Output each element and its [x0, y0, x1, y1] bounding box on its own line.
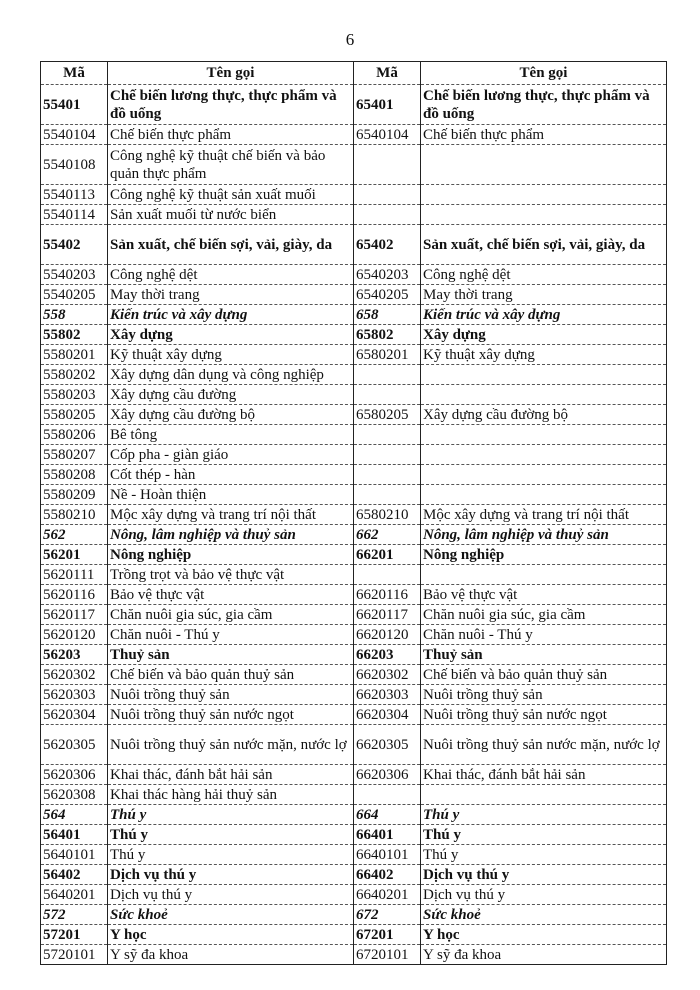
right-code-cell: 6620305 — [354, 725, 421, 765]
right-name-cell: Y sỹ đa khoa — [421, 945, 667, 965]
table-row — [41, 725, 667, 765]
left-code-cell: 5620308 — [41, 785, 108, 805]
right-name-cell: Chế biến và bảo quản thuỷ sản — [421, 665, 667, 685]
left-code-cell: 558 — [41, 305, 108, 325]
table-row — [41, 545, 667, 565]
right-name-cell: Y học — [421, 925, 667, 945]
table-row — [41, 645, 667, 665]
left-code-cell: 5620303 — [41, 685, 108, 705]
left-name-cell: Trồng trọt và bảo vệ thực vật — [108, 565, 354, 585]
right-code-cell: 6580201 — [354, 345, 421, 365]
table-row — [41, 405, 667, 425]
left-name-cell: Công nghệ kỹ thuật sản xuất muối — [108, 185, 354, 205]
left-code-cell: 5620306 — [41, 765, 108, 785]
right-name-cell: Sản xuất, chế biến sợi, vải, giày, da — [421, 225, 667, 265]
left-name-cell: Xây dựng cầu đường — [108, 385, 354, 405]
left-code-cell: 5540114 — [41, 205, 108, 225]
left-name-cell: Khai thác hàng hải thuỷ sản — [108, 785, 354, 805]
left-code-cell: 56402 — [41, 865, 108, 885]
right-name-cell — [421, 205, 667, 225]
left-code-cell: 5540104 — [41, 125, 108, 145]
left-name-cell: Bảo vệ thực vật — [108, 585, 354, 605]
left-name-cell: Nuôi trồng thuỷ sản nước ngọt — [108, 705, 354, 725]
left-code-cell: 5640201 — [41, 885, 108, 905]
right-name-cell: Thú y — [421, 805, 667, 825]
left-code-cell: 5620305 — [41, 725, 108, 765]
table-row — [41, 625, 667, 645]
table-row — [41, 685, 667, 705]
right-code-cell: 6640201 — [354, 885, 421, 905]
table-row — [41, 705, 667, 725]
left-name-cell: Chế biến và bảo quản thuỷ sản — [108, 665, 354, 685]
header-right-code: Mã — [354, 62, 421, 85]
table-row — [41, 865, 667, 885]
right-name-cell: Xây dựng — [421, 325, 667, 345]
right-name-cell: Chăn nuôi - Thú y — [421, 625, 667, 645]
table-row — [41, 925, 667, 945]
left-name-cell: Nông nghiệp — [108, 545, 354, 565]
right-code-cell: 6620116 — [354, 585, 421, 605]
left-name-cell: Chế biến lương thực, thực phẩm và đồ uống — [108, 85, 354, 125]
right-name-cell: Khai thác, đánh bắt hải sản — [421, 765, 667, 785]
right-code-cell — [354, 185, 421, 205]
left-code-cell: 5640101 — [41, 845, 108, 865]
right-code-cell: 66401 — [354, 825, 421, 845]
left-code-cell: 5580203 — [41, 385, 108, 405]
right-name-cell: Chăn nuôi gia súc, gia cầm — [421, 605, 667, 625]
right-name-cell: Sức khoẻ — [421, 905, 667, 925]
right-name-cell: Bảo vệ thực vật — [421, 585, 667, 605]
left-name-cell: Xây dựng — [108, 325, 354, 345]
right-name-cell — [421, 785, 667, 805]
left-name-cell: Công nghệ dệt — [108, 265, 354, 285]
left-name-cell: Cốt thép - hàn — [108, 465, 354, 485]
right-name-cell — [421, 385, 667, 405]
table-row — [41, 265, 667, 285]
left-name-cell: Thuỷ sản — [108, 645, 354, 665]
table-row — [41, 525, 667, 545]
table-row — [41, 225, 667, 265]
table-row — [41, 285, 667, 305]
left-code-cell: 5580205 — [41, 405, 108, 425]
left-name-cell: Xây dựng cầu đường bộ — [108, 405, 354, 425]
table-row — [41, 765, 667, 785]
right-name-cell: May thời trang — [421, 285, 667, 305]
left-name-cell: Nuôi trồng thuỷ sản — [108, 685, 354, 705]
left-code-cell: 5620111 — [41, 565, 108, 585]
right-code-cell: 6620117 — [354, 605, 421, 625]
left-code-cell: 5720101 — [41, 945, 108, 965]
right-code-cell: 6620120 — [354, 625, 421, 645]
left-name-cell: Xây dựng dân dụng và công nghiệp — [108, 365, 354, 385]
right-name-cell — [421, 145, 667, 185]
left-name-cell: Nề - Hoàn thiện — [108, 485, 354, 505]
left-name-cell: Mộc xây dựng và trang trí nội thất — [108, 505, 354, 525]
right-code-cell: 65402 — [354, 225, 421, 265]
right-code-cell: 658 — [354, 305, 421, 325]
right-code-cell — [354, 145, 421, 185]
left-code-cell: 5580208 — [41, 465, 108, 485]
left-code-cell: 5620120 — [41, 625, 108, 645]
table-row — [41, 565, 667, 585]
left-name-cell: Sản xuất, chế biến sợi, vải, giày, da — [108, 225, 354, 265]
right-name-cell: Nuôi trồng thuỷ sản nước mặn, nước lợ — [421, 725, 667, 765]
right-code-cell — [354, 565, 421, 585]
left-code-cell: 564 — [41, 805, 108, 825]
left-name-cell: Sản xuất muối từ nước biển — [108, 205, 354, 225]
right-name-cell: Kỹ thuật xây dựng — [421, 345, 667, 365]
header-left-name: Tên gọi — [108, 62, 354, 85]
left-code-cell: 5620117 — [41, 605, 108, 625]
left-name-cell: Bê tông — [108, 425, 354, 445]
left-code-cell: 5540108 — [41, 145, 108, 185]
left-name-cell: Cốp pha - giàn giáo — [108, 445, 354, 465]
left-code-cell: 5540205 — [41, 285, 108, 305]
table-row — [41, 485, 667, 505]
right-code-cell: 6620302 — [354, 665, 421, 685]
left-code-cell: 5540113 — [41, 185, 108, 205]
right-name-cell: Xây dựng cầu đường bộ — [421, 405, 667, 425]
right-name-cell — [421, 445, 667, 465]
table-header-row — [41, 62, 667, 85]
right-name-cell — [421, 485, 667, 505]
occupation-code-table — [40, 61, 667, 965]
right-name-cell: Thú y — [421, 845, 667, 865]
right-name-cell — [421, 465, 667, 485]
table-row — [41, 445, 667, 465]
header-right-name: Tên gọi — [421, 62, 667, 85]
table-row — [41, 205, 667, 225]
table-row — [41, 805, 667, 825]
right-code-cell — [354, 785, 421, 805]
left-code-cell: 5620304 — [41, 705, 108, 725]
left-name-cell: Chế biến thực phẩm — [108, 125, 354, 145]
right-code-cell: 66402 — [354, 865, 421, 885]
left-code-cell: 5580207 — [41, 445, 108, 465]
right-name-cell: Công nghệ dệt — [421, 265, 667, 285]
right-name-cell: Mộc xây dựng và trang trí nội thất — [421, 505, 667, 525]
right-code-cell — [354, 365, 421, 385]
left-code-cell: 57201 — [41, 925, 108, 945]
right-name-cell — [421, 565, 667, 585]
table-row — [41, 945, 667, 965]
left-name-cell: Y học — [108, 925, 354, 945]
left-code-cell: 5580201 — [41, 345, 108, 365]
left-code-cell: 572 — [41, 905, 108, 925]
right-name-cell: Chế biến thực phẩm — [421, 125, 667, 145]
right-code-cell: 6540104 — [354, 125, 421, 145]
right-code-cell: 6620306 — [354, 765, 421, 785]
left-name-cell: Chăn nuôi gia súc, gia cầm — [108, 605, 354, 625]
table-row — [41, 785, 667, 805]
left-name-cell: Kiến trúc và xây dựng — [108, 305, 354, 325]
left-code-cell: 56203 — [41, 645, 108, 665]
table-row — [41, 185, 667, 205]
left-name-cell: Nông, lâm nghiệp và thuỷ sản — [108, 525, 354, 545]
left-name-cell: Thú y — [108, 845, 354, 865]
left-name-cell: Dịch vụ thú y — [108, 885, 354, 905]
left-name-cell: Dịch vụ thú y — [108, 865, 354, 885]
table-row — [41, 825, 667, 845]
left-name-cell: Kỹ thuật xây dựng — [108, 345, 354, 365]
table-row — [41, 85, 667, 125]
table-row — [41, 365, 667, 385]
right-code-cell: 6580210 — [354, 505, 421, 525]
left-code-cell: 5580202 — [41, 365, 108, 385]
table-body — [41, 85, 667, 965]
right-code-cell — [354, 425, 421, 445]
right-name-cell: Chế biến lương thực, thực phẩm và đồ uống — [421, 85, 667, 125]
table-row — [41, 585, 667, 605]
right-code-cell: 6620304 — [354, 705, 421, 725]
left-code-cell: 5580210 — [41, 505, 108, 525]
right-code-cell: 6620303 — [354, 685, 421, 705]
right-code-cell: 6580205 — [354, 405, 421, 425]
right-code-cell: 65802 — [354, 325, 421, 345]
left-code-cell: 56401 — [41, 825, 108, 845]
right-code-cell: 662 — [354, 525, 421, 545]
table-row — [41, 425, 667, 445]
right-code-cell: 664 — [354, 805, 421, 825]
right-code-cell: 6540205 — [354, 285, 421, 305]
left-name-cell: Sức khoẻ — [108, 905, 354, 925]
table-row — [41, 505, 667, 525]
table-row — [41, 605, 667, 625]
left-name-cell: Thú y — [108, 805, 354, 825]
right-code-cell — [354, 465, 421, 485]
right-code-cell: 65401 — [354, 85, 421, 125]
table-row — [41, 325, 667, 345]
right-name-cell: Thuỷ sản — [421, 645, 667, 665]
table-row — [41, 845, 667, 865]
right-name-cell — [421, 365, 667, 385]
left-name-cell: May thời trang — [108, 285, 354, 305]
right-name-cell — [421, 185, 667, 205]
left-code-cell: 55401 — [41, 85, 108, 125]
right-name-cell: Nông, lâm nghiệp và thuỷ sản — [421, 525, 667, 545]
left-name-cell: Chăn nuôi - Thú y — [108, 625, 354, 645]
right-name-cell: Thú y — [421, 825, 667, 845]
left-code-cell: 562 — [41, 525, 108, 545]
right-code-cell: 66201 — [354, 545, 421, 565]
left-name-cell: Thú y — [108, 825, 354, 845]
table-row — [41, 885, 667, 905]
left-code-cell: 5620302 — [41, 665, 108, 685]
table-row — [41, 665, 667, 685]
right-code-cell: 6720101 — [354, 945, 421, 965]
left-code-cell: 5580206 — [41, 425, 108, 445]
right-name-cell: Nông nghiệp — [421, 545, 667, 565]
right-code-cell — [354, 485, 421, 505]
left-code-cell: 5580209 — [41, 485, 108, 505]
table-row — [41, 125, 667, 145]
table-row — [41, 345, 667, 365]
left-code-cell: 5620116 — [41, 585, 108, 605]
left-code-cell: 55402 — [41, 225, 108, 265]
left-name-cell: Nuôi trồng thuỷ sản nước mặn, nước lợ — [108, 725, 354, 765]
table-row — [41, 465, 667, 485]
table-row — [41, 905, 667, 925]
table-row — [41, 385, 667, 405]
right-code-cell: 66203 — [354, 645, 421, 665]
right-name-cell: Nuôi trồng thuỷ sản nước ngọt — [421, 705, 667, 725]
right-name-cell — [421, 425, 667, 445]
right-code-cell — [354, 385, 421, 405]
right-name-cell: Dịch vụ thú y — [421, 885, 667, 905]
left-code-cell: 56201 — [41, 545, 108, 565]
left-name-cell: Công nghệ kỹ thuật chế biến và bảo quản thực phẩm — [108, 145, 354, 185]
table-row — [41, 305, 667, 325]
right-code-cell — [354, 205, 421, 225]
header-left-code: Mã — [41, 62, 108, 85]
left-name-cell: Khai thác, đánh bắt hải sản — [108, 765, 354, 785]
table-row — [41, 145, 667, 185]
left-code-cell: 55802 — [41, 325, 108, 345]
left-code-cell: 5540203 — [41, 265, 108, 285]
right-code-cell: 6640101 — [354, 845, 421, 865]
page-number: 6 — [345, 30, 355, 49]
right-name-cell: Dịch vụ thú y — [421, 865, 667, 885]
right-code-cell: 672 — [354, 905, 421, 925]
right-code-cell — [354, 445, 421, 465]
right-name-cell: Nuôi trồng thuỷ sản — [421, 685, 667, 705]
right-name-cell: Kiến trúc và xây dựng — [421, 305, 667, 325]
right-code-cell: 67201 — [354, 925, 421, 945]
left-name-cell: Y sỹ đa khoa — [108, 945, 354, 965]
right-code-cell: 6540203 — [354, 265, 421, 285]
